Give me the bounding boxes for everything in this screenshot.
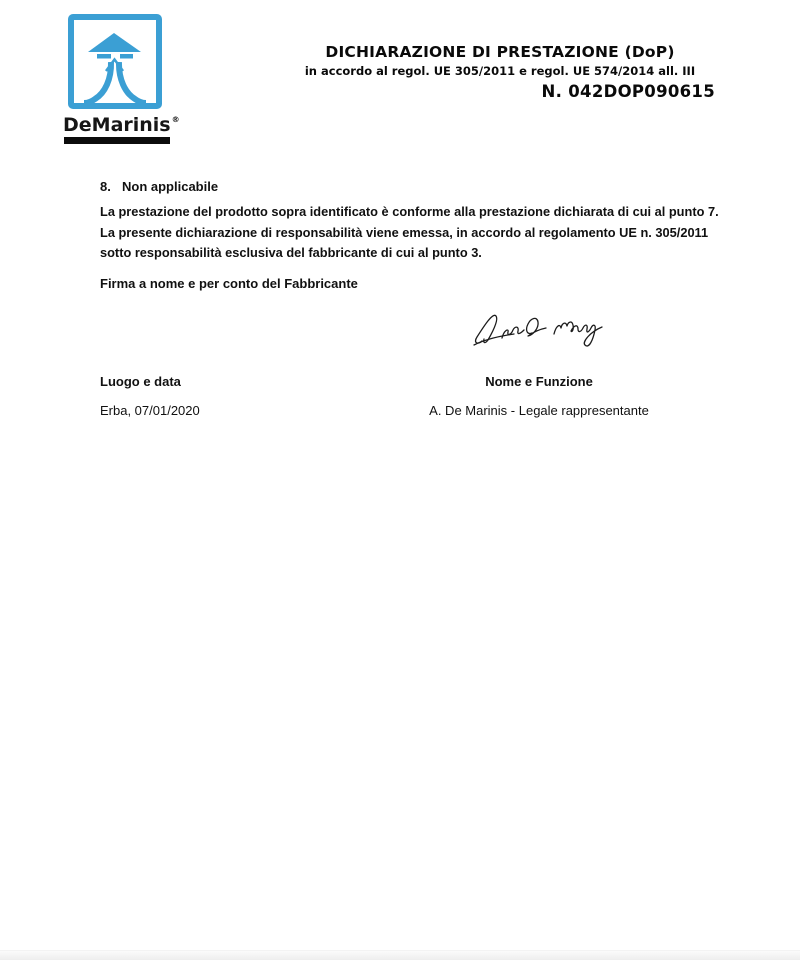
item-8-number: 8. [100, 179, 111, 194]
name-function-value: A. De Marinis - Legale rappresentante [429, 403, 649, 418]
document-subtitle: in accordo al regol. UE 305/2011 e regol. UE 574/2014 all. III [304, 64, 696, 78]
item-8-text: Non applicabile [122, 179, 219, 194]
paragraph-line-1: La prestazione del prodotto sopra identificato è conforme alla prestazione dichiarata di cui al punto 7. [100, 204, 719, 219]
document-title: DICHIARAZIONE DI PRESTAZIONE (DoP) [325, 43, 675, 61]
item-8 [100, 179, 218, 194]
paragraph-line-2: La presente dichiarazione di responsabilità viene emessa, in accordo al regolamento UE n. 305/2011 [100, 224, 709, 240]
demarinis-house-icon [67, 13, 163, 110]
brand-name [63, 114, 180, 136]
place-date-label: Luogo e data [100, 374, 181, 389]
signature-scribble-icon [468, 297, 618, 357]
brand-underline [64, 137, 170, 144]
handwritten-signature [468, 297, 618, 357]
page-bottom-edge [0, 950, 800, 960]
signature-intro: Firma a nome e per conto del Fabbricante [100, 276, 358, 291]
document-header [285, 43, 715, 101]
document-number: N. 042DOP090615 [541, 82, 715, 101]
name-function-label: Nome e Funzione [485, 374, 593, 389]
registered-mark: ® [171, 115, 180, 124]
declaration-paragraph [100, 202, 719, 264]
paragraph-line-3: sotto responsabilità esclusiva del fabbricante di cui al punto 3. [100, 245, 482, 261]
place-date-value: Erba, 07/01/2020 [100, 403, 200, 418]
brand-name-text: DeMarinis [63, 114, 171, 136]
